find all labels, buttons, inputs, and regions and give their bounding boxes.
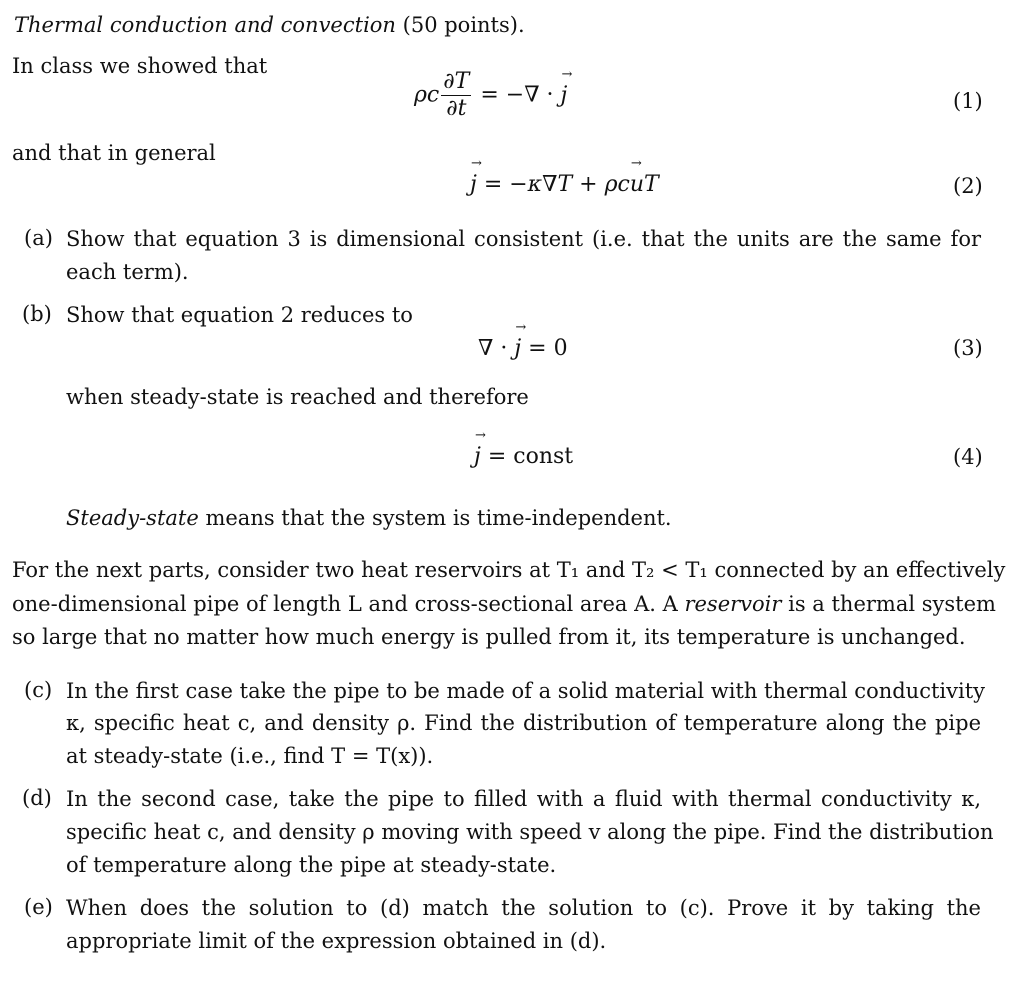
equation-4-number: (4) <box>953 445 983 469</box>
eq2-vector-j: → j <box>470 172 477 197</box>
part-b-label: (b) <box>22 302 52 326</box>
part-b-line-1: Show that equation 2 reduces to <box>66 303 413 327</box>
part-d-line-2: specific heat c, and density ρ moving with speed v along the pipe. Find the distribution <box>66 820 994 844</box>
part-d-label: (d) <box>22 786 52 810</box>
reservoir-term: reservoir <box>684 592 782 616</box>
intro-text: In class we showed that <box>12 54 268 78</box>
context-line-2 <box>12 591 996 617</box>
eq3-rest: = 0 <box>521 336 568 361</box>
eq2-rhs-a: = −κ∇T + ρc <box>476 172 630 197</box>
title-italic: Thermal conduction and convection <box>14 13 396 37</box>
part-d-line-3: of temperature along the pipe at steady-state. <box>66 853 557 877</box>
eq1-denominator: ∂t <box>446 96 467 122</box>
steady-state-note <box>66 505 672 531</box>
part-e-line-1: When does the solution to (d) match the solution to (c). Prove it by taking the <box>66 896 981 920</box>
part-e-label: (e) <box>24 895 53 919</box>
context-line-2a: one-dimensional pipe of length L and cross-sectional area A. A <box>12 592 685 616</box>
equation-2 <box>470 172 659 197</box>
eq1-fraction <box>441 70 471 121</box>
part-a-label: (a) <box>24 226 53 250</box>
part-c-line-3: at steady-state (i.e., find T = T(x)). <box>66 744 434 768</box>
context-line-3: so large that no matter how much energy is pulled from it, its temperature is unchanged. <box>12 625 966 649</box>
part-e-line-2: appropriate limit of the expression obtained in (d). <box>66 929 607 953</box>
equation-1-number: (1) <box>953 89 983 113</box>
equation-4 <box>474 444 573 469</box>
part-a-line-2: each term). <box>66 260 189 284</box>
eq2-rhs-b: T <box>644 172 659 197</box>
title <box>14 12 525 38</box>
eq2-vector-u: → u <box>630 172 644 197</box>
part-c-label: (c) <box>24 678 53 702</box>
eq1-numerator: ∂T <box>441 70 471 96</box>
equation-3 <box>478 336 568 361</box>
eq3-prefix: ∇ · <box>478 336 515 361</box>
eq1-rhs: = −∇ · <box>480 82 561 108</box>
equation-3-number: (3) <box>953 336 983 360</box>
title-points: (50 points). <box>402 13 525 37</box>
general-text: and that in general <box>12 141 216 165</box>
steady-state-definition: means that the system is time-independent. <box>198 506 672 530</box>
steady-state-term: Steady-state <box>66 506 199 530</box>
part-c-line-1: In the first case take the pipe to be made of a solid material with thermal conductivity <box>66 679 986 703</box>
eq4-rest: = const <box>480 444 574 469</box>
eq1-lhs: ρc <box>414 82 440 108</box>
context-line-1: For the next parts, consider two heat reservoirs at T₁ and T₂ < T₁ connected by an effectively <box>12 558 1006 582</box>
part-c-line-2: κ, specific heat c, and density ρ. Find the distribution of temperature along the pipe <box>66 711 981 735</box>
eq4-vector-j: → j <box>474 444 481 469</box>
part-d-line-1: In the second case, take the pipe to filled with a fluid with thermal conductivity κ, <box>66 787 981 811</box>
equation-2-number: (2) <box>953 174 983 198</box>
eq3-vector-j: → j <box>514 336 521 361</box>
part-a-line-1: Show that equation 3 is dimensional consistent (i.e. that the units are the same for <box>66 227 981 251</box>
equation-1 <box>414 70 567 121</box>
context-line-2b: is a thermal system <box>781 592 996 616</box>
eq1-vector-j: → j <box>561 83 568 108</box>
part-b-line-2: when steady-state is reached and therefore <box>66 385 529 409</box>
